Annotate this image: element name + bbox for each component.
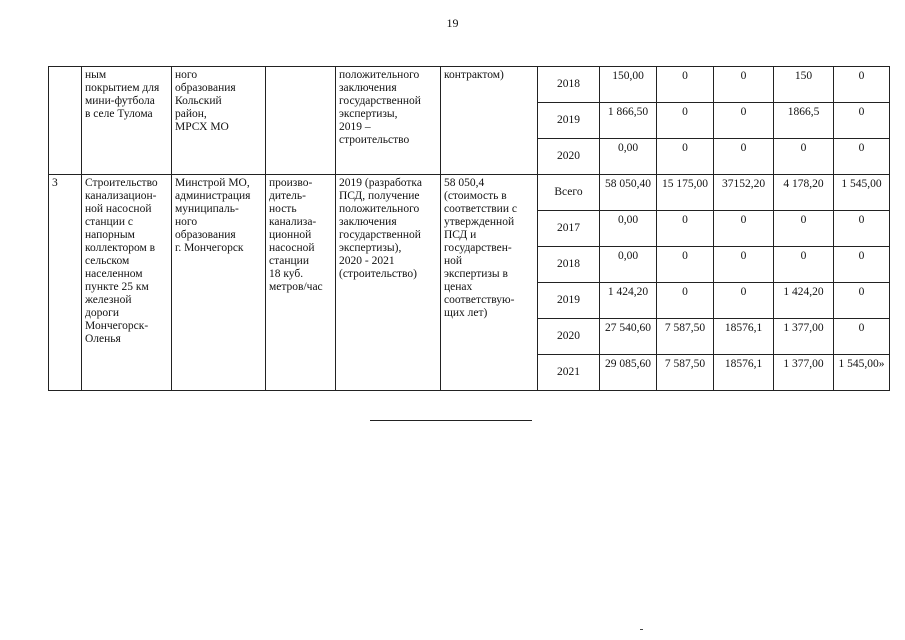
federal-cell: 0 [657, 103, 714, 139]
regional-cell: 18576,1 [714, 355, 774, 391]
regional-cell: 0 [714, 139, 774, 175]
page-number: 19 [446, 16, 459, 30]
federal-cell: 7 587,50 [657, 355, 714, 391]
year-cell: 2019 [538, 283, 600, 319]
deadline-cell: 2019 (разработка ПСД, получение положительного заключения государственной экспертизы), 2020 - 2021 (строительство) [336, 175, 441, 391]
deadline-cell: положительного заключения государственной экспертизы, 2019 – строительство [336, 67, 441, 175]
object-name-cell: Строительство канализацион- ной насосной станции с напорным коллектором в сельском населенном пункте 25 км железной дороги Мончегорск- Оленья [82, 175, 172, 391]
table-row [49, 67, 890, 103]
total-cell: 1 424,20 [600, 283, 657, 319]
cost-cell: контрактом) [441, 67, 538, 175]
total-cell: 0,00 [600, 139, 657, 175]
total-cell: 0,00 [600, 211, 657, 247]
scan-mark [640, 629, 643, 630]
federal-cell: 0 [657, 283, 714, 319]
municipal-cell: 1866,5 [774, 103, 834, 139]
table-row [49, 175, 890, 211]
object-name-cell: ным покрытием для мини-футбола в селе Тулома [82, 67, 172, 175]
regional-cell: 0 [714, 103, 774, 139]
municipal-cell: 0 [774, 139, 834, 175]
capacity-cell: произво- дитель- ность канализа- ционной насосной станции 18 куб. метров/час [266, 175, 336, 391]
executor-cell: ного образования Кольский район, МРСХ МО [172, 67, 266, 175]
cost-cell: 58 050,4 (стоимость в соответствии с утвержденной ПСД и государствен- ной экспертизы в ценах соответствую- щих лет) [441, 175, 538, 391]
extra-cell: 0 [834, 283, 890, 319]
municipal-cell: 1 377,00 [774, 355, 834, 391]
total-cell: 0,00 [600, 247, 657, 283]
extra-cell: 0 [834, 247, 890, 283]
regional-cell: 18576,1 [714, 319, 774, 355]
program-table [48, 66, 890, 391]
federal-cell: 0 [657, 139, 714, 175]
year-cell: 2018 [538, 247, 600, 283]
municipal-cell: 1 424,20 [774, 283, 834, 319]
year-cell: 2020 [538, 139, 600, 175]
municipal-cell: 150 [774, 67, 834, 103]
executor-cell: Минстрой МО, администрация муниципаль- ного образования г. Мончегорск [172, 175, 266, 391]
regional-cell: 0 [714, 211, 774, 247]
regional-cell: 0 [714, 283, 774, 319]
extra-cell: 0 [834, 103, 890, 139]
capacity-cell [266, 67, 336, 175]
total-cell: 27 540,60 [600, 319, 657, 355]
extra-cell: 0 [834, 139, 890, 175]
extra-cell: 1 545,00» [834, 355, 890, 391]
extra-cell: 0 [834, 211, 890, 247]
item-number-cell: 3 [49, 175, 82, 391]
municipal-cell: 0 [774, 211, 834, 247]
federal-cell: 0 [657, 67, 714, 103]
extra-cell: 1 545,00 [834, 175, 890, 211]
year-cell: 2018 [538, 67, 600, 103]
total-cell: 58 050,40 [600, 175, 657, 211]
municipal-cell: 0 [774, 247, 834, 283]
total-cell: 29 085,60 [600, 355, 657, 391]
federal-cell: 0 [657, 247, 714, 283]
extra-cell: 0 [834, 319, 890, 355]
municipal-cell: 1 377,00 [774, 319, 834, 355]
extra-cell: 0 [834, 67, 890, 103]
regional-cell: 37152,20 [714, 175, 774, 211]
total-cell: 150,00 [600, 67, 657, 103]
federal-cell: 15 175,00 [657, 175, 714, 211]
end-rule [370, 420, 532, 421]
regional-cell: 0 [714, 67, 774, 103]
total-cell: 1 866,50 [600, 103, 657, 139]
year-cell: 2017 [538, 211, 600, 247]
regional-cell: 0 [714, 247, 774, 283]
federal-cell: 0 [657, 211, 714, 247]
year-cell: 2019 [538, 103, 600, 139]
year-cell: 2021 [538, 355, 600, 391]
federal-cell: 7 587,50 [657, 319, 714, 355]
item-number-cell [49, 67, 82, 175]
municipal-cell: 4 178,20 [774, 175, 834, 211]
year-cell: Всего [538, 175, 600, 211]
year-cell: 2020 [538, 319, 600, 355]
